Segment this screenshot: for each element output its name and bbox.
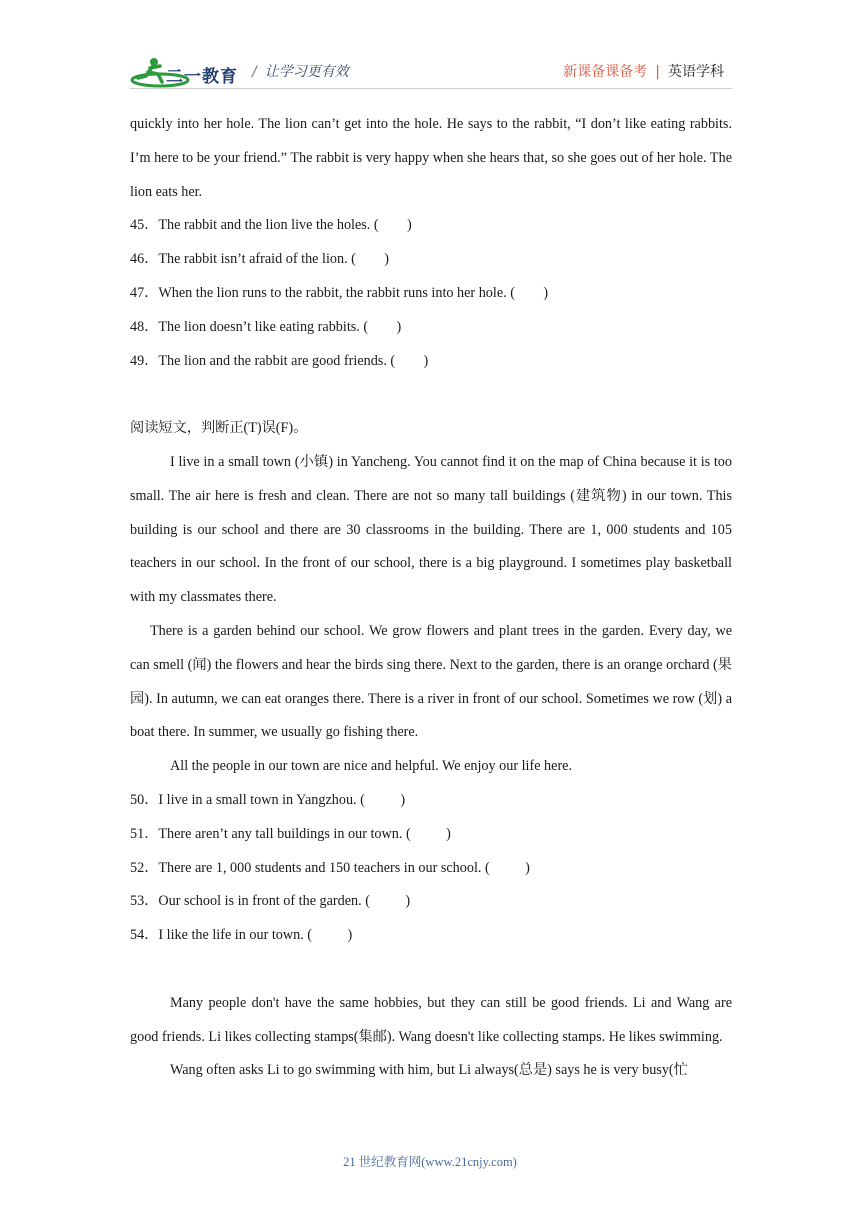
passage2-paragraph-1: I live in a small town (小镇) in Yancheng. You cannot find it on the map of China because it is too small. The air here is fresh and clean. There are not so many tall buildings (建筑物) in our town. This building is our school and there are 30 classrooms in the building. There are 1, 000 students and 105 teachers in our school. In the front of our school, there is a big playground. I sometimes play basketball with my classmates there. xyxy=(130,453,732,606)
spacer xyxy=(130,378,732,412)
question-47: 47．When the lion runs to the rabbit, the rabbit runs into her hole. ( ) xyxy=(130,284,549,301)
course-label: 新课备课备考 xyxy=(563,64,648,80)
slogan xyxy=(252,61,349,81)
subject-label: 英语学科 xyxy=(668,64,724,80)
passage1-continuation: quickly into her hole. The lion can’t get into the hole. He says to the rabbit, “I don’t like eating rabbits. I’m here to be your friend.” The rabbit is very happy when she hears that, so she goes out of her hole. The lion eats her. xyxy=(130,116,732,200)
page-header xyxy=(0,0,860,100)
question-46: 46．The rabbit isn’t afraid of the lion. ( ) xyxy=(130,251,389,268)
question-45: 45．The rabbit and the lion live the holes. ( ) xyxy=(130,217,412,234)
slogan-text: 让学习更有效 xyxy=(264,64,349,80)
question-53: 53．Our school is in front of the garden. ( ) xyxy=(130,893,411,910)
question-49: 49．The lion and the rabbit are good friends. ( ) xyxy=(130,352,429,369)
passage2-paragraph-2: There is a garden behind our school. We grow flowers and plant trees in the garden. Every day, we can smell (闻) the flowers and hear the birds sing there. Next to the garden, there is an orange orchard (果园). In autumn, we can eat oranges there. There is a river in front of our school. Sometimes we row (划) a boat there. In summer, we usually go fishing there. xyxy=(130,622,732,741)
passage3-paragraph-1: Many people don't have the same hobbies, but they can still be good friends. Li and Wang are good friends. Li likes collecting stamps(集邮). Wang doesn't like collecting stamps. He likes swimming. xyxy=(130,994,732,1045)
question-54: 54．I like the life in our town. ( ) xyxy=(130,927,353,944)
passage3-paragraph-2: Wang often asks Li to go swimming with him, but Li always(总是) says he is very busy(忙 xyxy=(170,1062,688,1079)
section-instruction: 阅读短文，判断正(T)误(F)。 xyxy=(130,420,308,437)
passage2-paragraph-3: All the people in our town are nice and helpful. We enjoy our life here. xyxy=(170,758,573,775)
page-footer: 21 世纪教育网(www.21cnjy.com) xyxy=(343,1155,517,1169)
header-separator: | xyxy=(655,64,660,80)
document-body xyxy=(130,108,732,1088)
question-48: 48．The lion doesn’t like eating rabbits. ( ) xyxy=(130,318,402,335)
header-divider xyxy=(130,88,732,89)
logo-text: 二一教育 xyxy=(166,67,238,87)
question-51: 51．There aren’t any tall buildings in our town. ( ) xyxy=(130,825,451,842)
spacer xyxy=(130,953,732,987)
header-course-info xyxy=(563,61,724,81)
question-50: 50．I live in a small town in Yangzhou. ( ) xyxy=(130,791,406,808)
question-52: 52．There are 1, 000 students and 150 teachers in our school. ( ) xyxy=(130,859,530,876)
slogan-separator: / xyxy=(252,64,257,80)
